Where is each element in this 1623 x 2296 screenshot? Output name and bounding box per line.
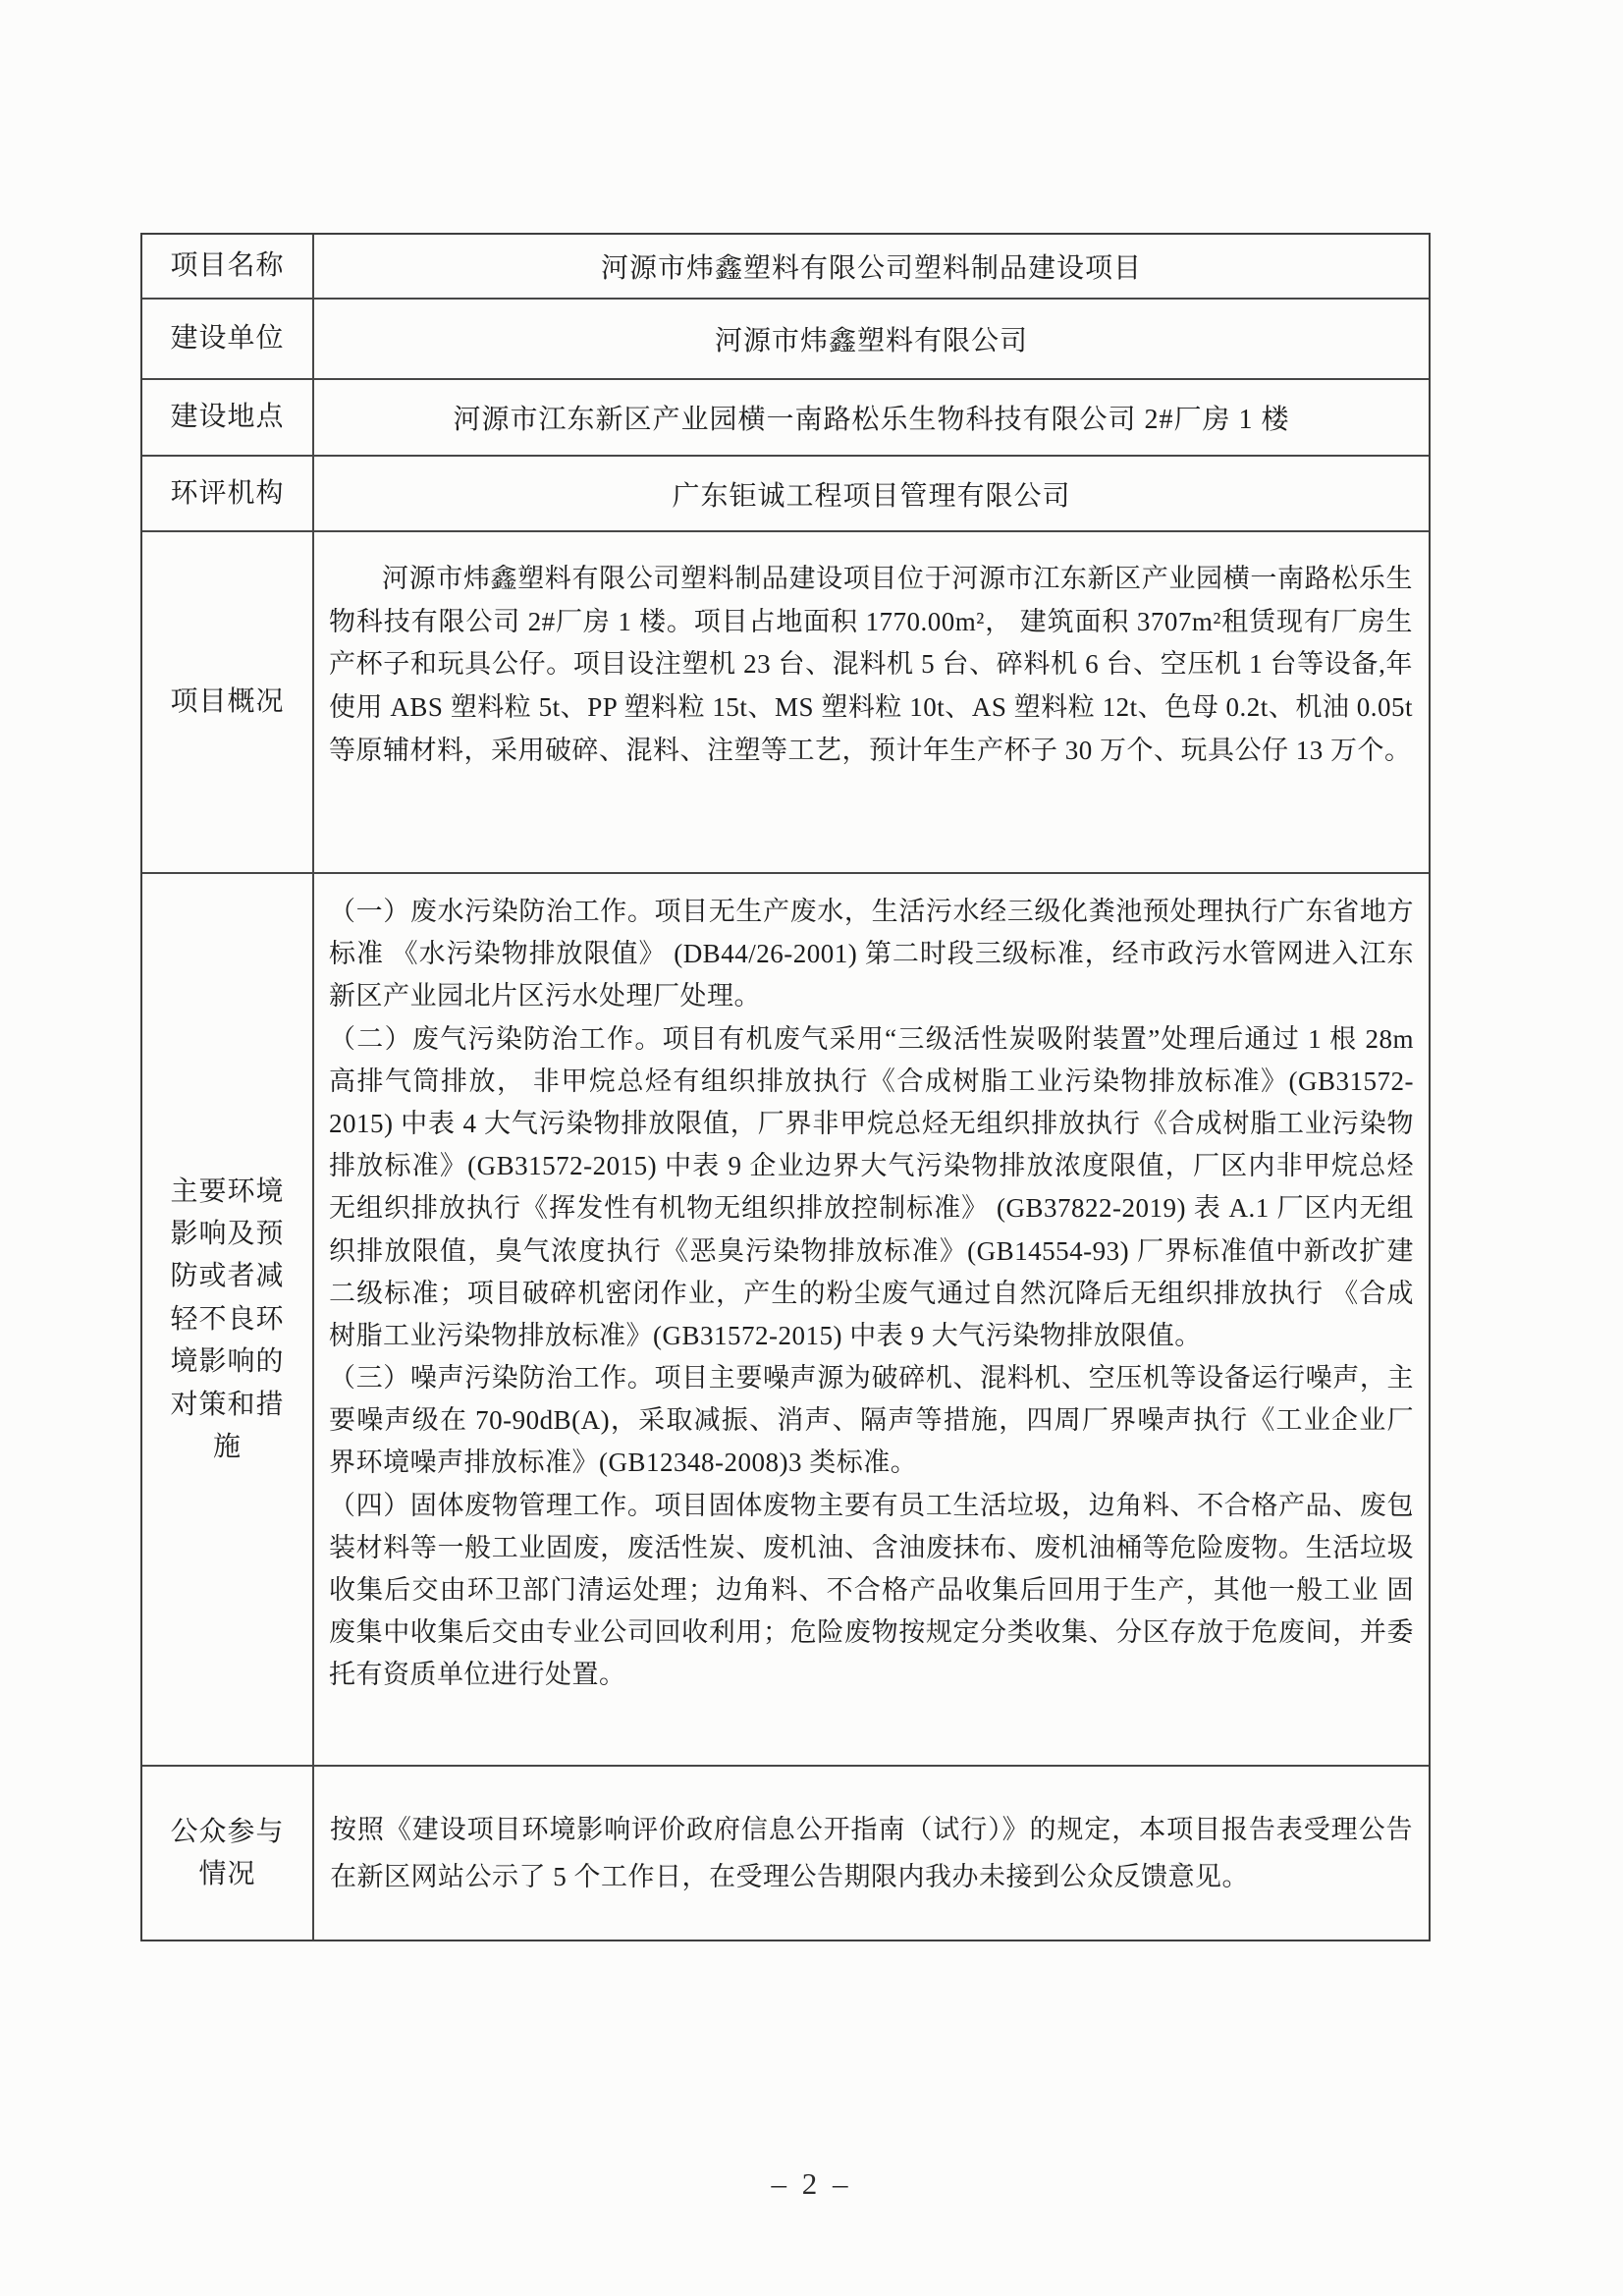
row-label-text: 公众参与情况 (170, 1816, 285, 1889)
row-label-construction-site (142, 378, 314, 455)
row-value-environmental-measures (314, 872, 1429, 1765)
construction-site-text: 河源市江东新区产业园横一南路松乐生物科技有限公司 2#厂房 1 楼 (453, 405, 1290, 435)
row-label-project-overview (142, 530, 314, 872)
row-value-project-name (314, 235, 1429, 298)
row-value-eia-agency (314, 455, 1429, 530)
measure-paragraph-solid-waste: （四）固体废物管理工作。项目固体废物主要有员工生活垃圾，边角料、不合格产品、废包装材料等一般工业固废，废活性炭、废机油、含油废抹布、废机油桶等危险废物。生活垃圾收集后交由环卫部门清运处理；边角料、不合格产品收集后回用于生产，其他一般工业 固废集中收集后交由专业公司回收利用；危险废物按规定分类收集、分区存放于危废间，并委托有资质单位进行处置。 (329, 1490, 1414, 1690)
row-label-text: 建设地点 (170, 402, 285, 433)
construction-unit-text: 河源市炜鑫塑料有限公司 (714, 326, 1028, 356)
measure-paragraph-noise: （三）噪声污染防治工作。项目主要噪声源为破碎机、混料机、空压机等设备运行噪声，主要噪声级在 70-90dB(A)，采取减振、消声、隔声等措施，四周厂界噪声执行《工业企业厂界环境噪声排放标准》(GB12348-2008)3 类标准。 (329, 1363, 1414, 1478)
eia-summary-table (140, 233, 1431, 1941)
row-label-text: 项目名称 (170, 250, 285, 282)
public-participation-text: 按照《建设项目环境影响评价政府信息公开指南（试行）》的规定，本项目报告表受理公告在新区网站公示了 5 个工作日，在受理公告期限内我办未接到公众反馈意见。 (330, 1814, 1413, 1891)
measure-paragraph-wastewater: （一）废水污染防治工作。项目无生产废水，生活污水经三级化粪池预处理执行广东省地方标准 《水污染物排放限值》 (DB44/26-2001) 第二时段三级标准，经市政污水管网进入江东新区产业园北片区污水处理厂处理。 (329, 897, 1414, 1011)
row-label-eia-agency (142, 455, 314, 530)
row-label-text: 项目概况 (170, 686, 285, 718)
row-label-construction-unit (142, 298, 314, 378)
measure-paragraph-exhaust-gas: （二）废气污染防治工作。项目有机废气采用“三级活性炭吸附装置”处理后通过 1 根 28m 高排气筒排放， 非甲烷总烃有组织排放执行《合成树脂工业污染物排放标准》(GB31572-2015) 中表 4 大气污染物排放限值，厂界非甲烷总烃无组织排放执行《合成树脂工业污染物排放标准》(GB31572-2015) 中表 9 企业边界大气污染物排放浓度限值，厂区内非甲烷总烃无组织排放执行《挥发性有机物无组织排放控制标准》 (GB37822-2019) 表 A.1 厂区内无组织排放限值，臭气浓度执行《恶臭污染物排放标准》(GB14554-93) 厂界标准值中新改扩建二级标准；项目破碎机密闭作业，产生的粉尘废气通过自然沉降后无组织排放执行 《合成树脂工业污染物排放标准》(GB31572-2015) 中表 9 大气污染物排放限值。 (329, 1023, 1414, 1350)
row-label-environmental-measures (142, 872, 314, 1765)
row-label-public-participation (142, 1765, 314, 1940)
row-label-text: 主要环境影响及预防或者减轻不良环境影响的对策和措施 (170, 1175, 285, 1462)
row-value-construction-site (314, 378, 1429, 455)
project-name-text: 河源市炜鑫塑料有限公司塑料制品建设项目 (600, 253, 1142, 284)
row-label-text: 建设单位 (170, 323, 285, 355)
eia-agency-text: 广东钜诚工程项目管理有限公司 (672, 480, 1071, 512)
row-label-text: 环评机构 (170, 477, 285, 509)
row-value-public-participation (314, 1765, 1429, 1940)
row-label-project-name (142, 235, 314, 298)
row-value-project-overview: 河源市炜鑫塑料有限公司塑料制品建设项目位于河源市江东新区产业园横一南路松乐生物科技有限公司 2#厂房 1 楼。项目占地面积 1770.00m²， 建筑面积 3707m²租赁现有厂房生产杯子和玩具公仔。项目设注塑机 23 台、混料机 5 台、碎料机 6 台、空压机 1 台等设备,年使用 ABS 塑料粒 5t、PP 塑料粒 15t、MS 塑料粒 10t、AS 塑料粒 12t、色母 0.2t、机油 0.05t 等原辅材料，采用破碎、混料、注塑等工艺，预计年生产杯子 30 万个、玩具公仔 13 万个。 (314, 530, 1429, 872)
page-number: – 2 – (771, 2166, 852, 2201)
row-value-construction-unit (314, 298, 1429, 378)
